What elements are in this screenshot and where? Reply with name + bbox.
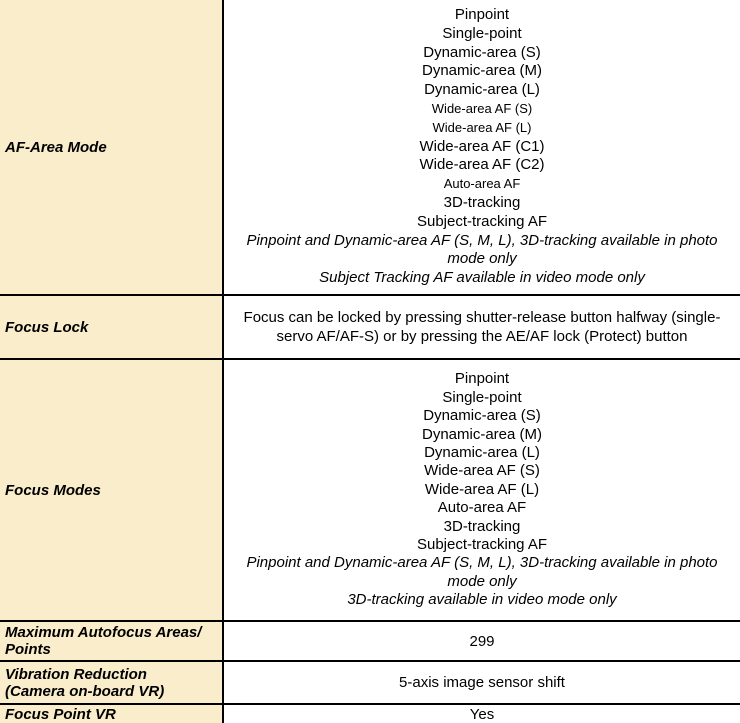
focus-mode-item: Dynamic-area (L) xyxy=(424,443,540,461)
spec-value-vibration-reduction xyxy=(224,662,740,703)
af-area-mode-note: Subject Tracking AF available in video mode only xyxy=(319,269,645,287)
spec-label-max-autofocus-points xyxy=(0,622,224,660)
af-area-mode-item: Dynamic-area (L) xyxy=(424,81,540,99)
af-area-mode-item: Wide-area AF (C1) xyxy=(419,137,545,155)
spec-label-vibration-reduction xyxy=(0,662,224,703)
af-area-mode-item: Wide-area AF (S) xyxy=(431,101,533,116)
focus-point-vr-value: Yes xyxy=(469,705,495,723)
spec-row-max-autofocus-points xyxy=(0,620,740,660)
focus-modes-note: Pinpoint and Dynamic-area AF (S, M, L), 3D-tracking available in photo mode only xyxy=(246,554,718,590)
spec-label-text: (Camera on-board VR) xyxy=(5,682,165,700)
af-area-mode-item: Auto-area AF xyxy=(443,176,521,192)
focus-mode-item: Wide-area AF (S) xyxy=(424,462,540,480)
af-area-mode-item: 3D-tracking xyxy=(443,193,521,211)
focus-mode-item: Single-point xyxy=(442,388,522,406)
spec-label-text: Focus Point VR xyxy=(5,705,116,723)
af-area-mode-item: Dynamic-area (S) xyxy=(423,43,541,61)
focus-mode-item: Auto-area AF xyxy=(437,499,527,517)
spec-value-focus-point-vr xyxy=(224,705,740,723)
spec-label-text: AF-Area Mode xyxy=(5,138,107,156)
spec-label-focus-lock xyxy=(0,296,224,358)
af-area-mode-note: Pinpoint and Dynamic-area AF (S, M, L), 3D-tracking available in photo mode only xyxy=(246,231,718,268)
spec-value-focus-lock xyxy=(224,296,740,358)
focus-mode-item: Subject-tracking AF xyxy=(416,536,548,554)
focus-mode-item: Dynamic-area (M) xyxy=(421,425,542,443)
spec-label-text: Points xyxy=(5,641,51,658)
af-area-mode-item: Wide-area AF (C2) xyxy=(419,156,545,174)
vibration-reduction-value: 5-axis image sensor shift xyxy=(399,674,565,691)
focus-mode-item: Pinpoint xyxy=(454,370,510,388)
spec-row-vibration-reduction xyxy=(0,660,740,703)
spec-value-af-area-mode xyxy=(224,0,740,294)
spec-label-text: Maximum Autofocus Areas/ xyxy=(5,624,202,641)
spec-label-focus-point-vr xyxy=(0,705,224,723)
focus-mode-item: 3D-tracking xyxy=(443,517,521,535)
spec-row-focus-modes xyxy=(0,358,740,620)
spec-label-text: Focus Modes xyxy=(5,481,101,499)
focus-mode-item: Wide-area AF (L) xyxy=(424,480,540,498)
spec-value-focus-modes xyxy=(224,360,740,620)
spec-label-focus-modes xyxy=(0,360,224,620)
af-area-mode-item: Subject-tracking AF xyxy=(416,212,548,230)
spec-label-af-area-mode xyxy=(0,0,224,294)
af-area-mode-item: Single-point xyxy=(442,24,522,42)
spec-row-focus-lock xyxy=(0,294,740,358)
focus-lock-description: Focus can be locked by pressing shutter-release button halfway (single-servo AF/AF-S) or by pressing the AE/AF lock (Protect) button xyxy=(243,309,721,345)
max-autofocus-points-value: 299 xyxy=(469,632,495,650)
focus-modes-note: 3D-tracking available in video mode only xyxy=(347,591,617,609)
spec-row-focus-point-vr xyxy=(0,703,740,723)
af-area-mode-item: Pinpoint xyxy=(454,6,510,24)
focus-mode-item: Dynamic-area (S) xyxy=(423,407,541,425)
af-area-mode-item: Dynamic-area (M) xyxy=(421,62,542,80)
spec-label-text: Vibration Reduction xyxy=(5,665,147,683)
spec-label-text: Focus Lock xyxy=(5,318,89,336)
spec-value-max-autofocus-points xyxy=(224,622,740,660)
spec-row-af-area-mode xyxy=(0,0,740,294)
af-area-mode-item: Wide-area AF (L) xyxy=(432,119,532,135)
